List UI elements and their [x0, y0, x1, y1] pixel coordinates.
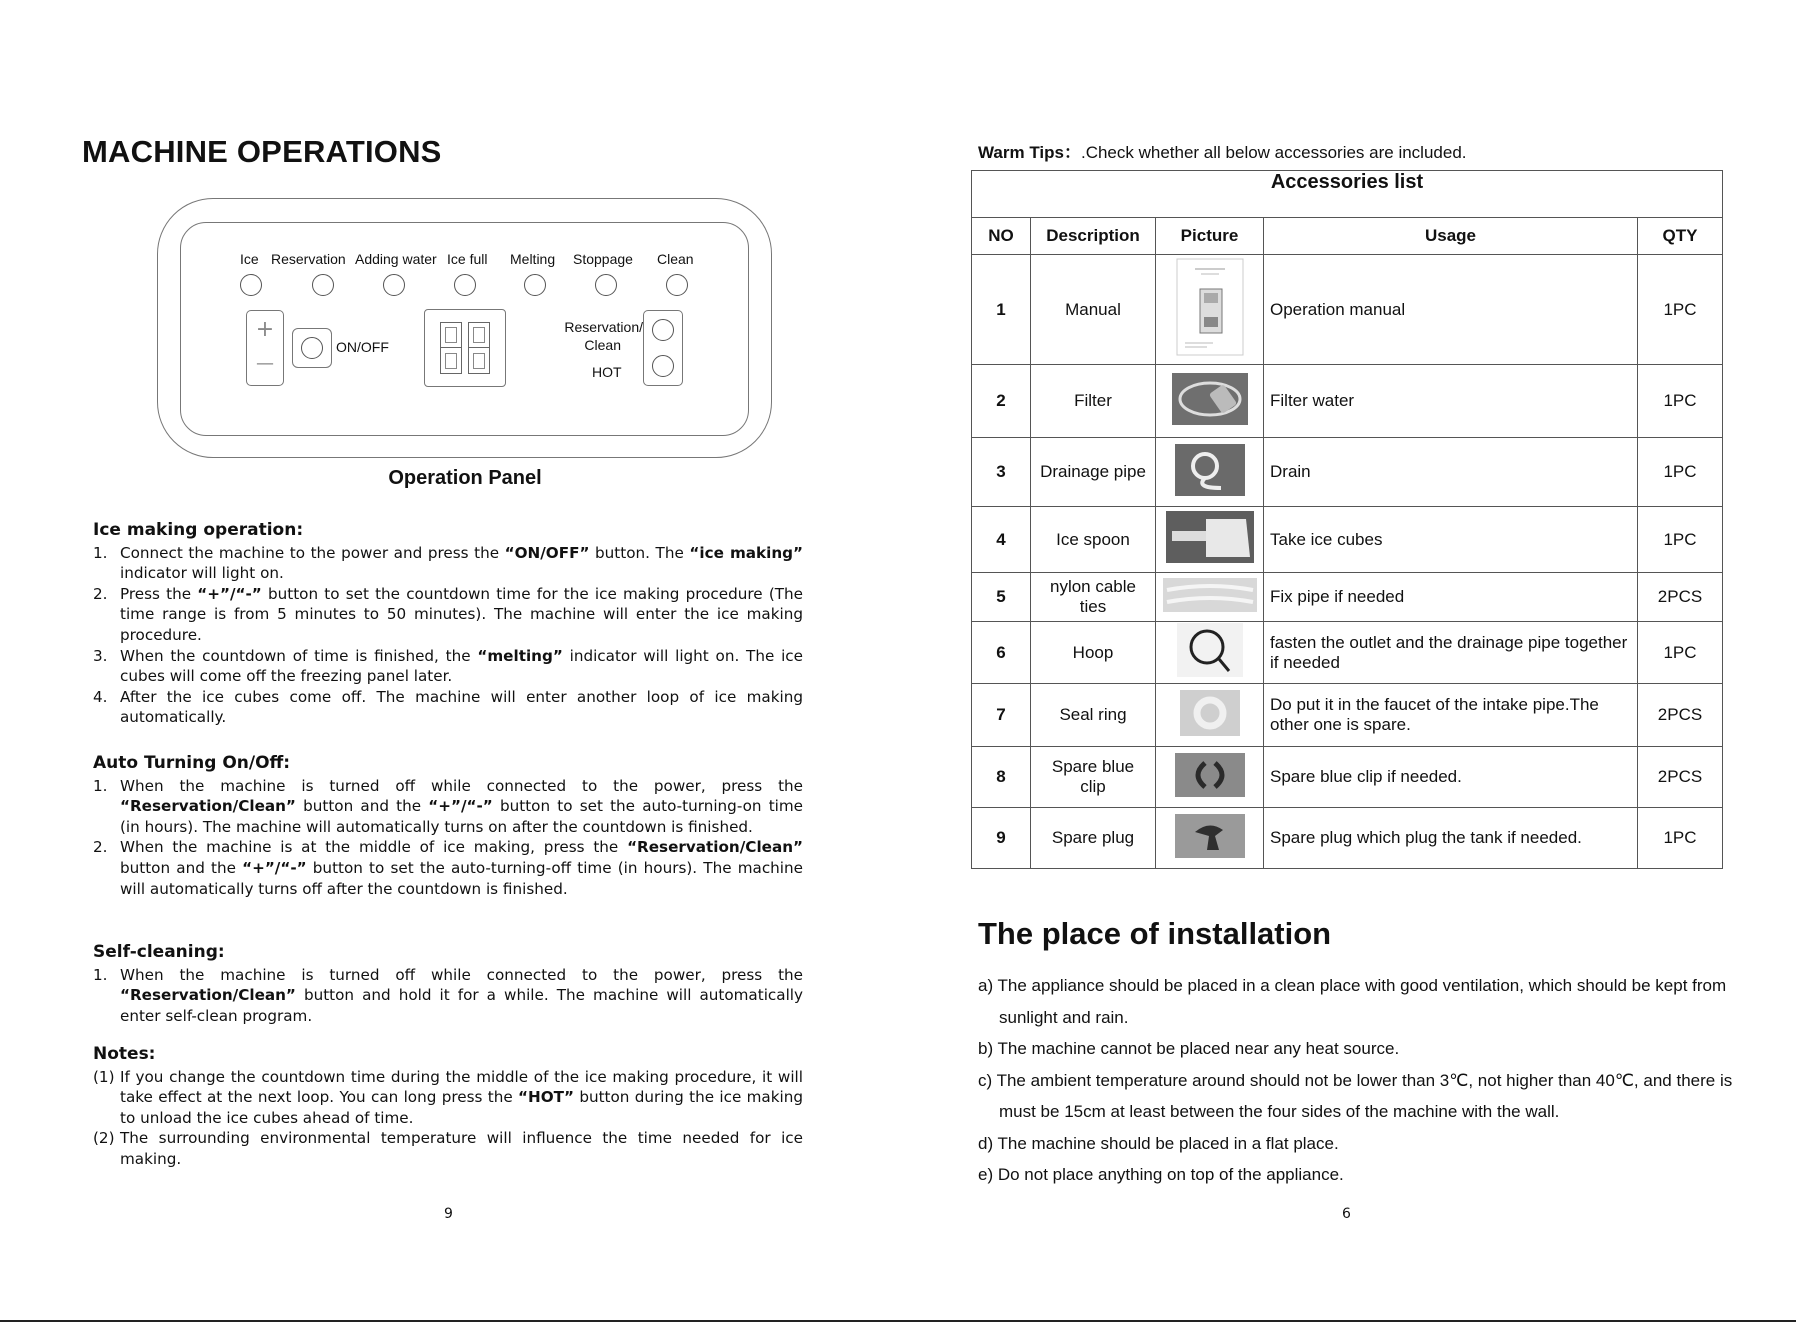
indicator-label-reservation: Reservation — [271, 251, 346, 267]
cell-usage: Spare plug which plug the tank if needed. — [1264, 808, 1638, 869]
indicator-label-stoppage: Stoppage — [573, 251, 633, 267]
hot-button-circle — [652, 355, 674, 377]
drainage-pipe-picture-icon — [1175, 444, 1245, 496]
list-item: 1. When the machine is turned off while connected to the power, press the “Reservation/Clean” button and the “+”/“-” button to set the auto-turning-on time (in hours). The machine will automatically turns on after the countdown is finished. — [93, 776, 804, 836]
list-item: 3. When the countdown of time is finished, the “melting” indicator will light on. The ice cubes will come off the freezing panel later. — [93, 646, 803, 686]
indicator-light-stoppage — [595, 274, 617, 296]
cell-usage: Fix pipe if needed — [1264, 573, 1638, 622]
reservation-clean-label: Reservation/ Clean — [564, 319, 643, 353]
right-page — [898, 0, 1796, 1324]
cell-picture — [1156, 255, 1264, 365]
panel-caption: Operation Panel — [388, 467, 542, 489]
digit-segment-right — [468, 322, 490, 374]
column-header: Picture — [1156, 218, 1264, 255]
installation-list — [978, 970, 1738, 1191]
table-row — [972, 365, 1723, 438]
table-row — [972, 747, 1723, 808]
indicator-label-adding-water: Adding water — [355, 251, 437, 267]
cell-qty: 1PC — [1638, 255, 1723, 365]
cell-usage: Operation manual — [1264, 255, 1638, 365]
self-cleaning-section — [93, 942, 803, 1026]
indicator-light-reservation — [312, 274, 334, 296]
list-item: 1. When the machine is turned off while connected to the power, press the “Reservation/Clean” button and hold it for a while. The machine will automatically enter self-clean program. — [93, 965, 803, 1025]
filter-picture-icon — [1172, 373, 1248, 425]
cable-ties-picture-icon — [1163, 578, 1257, 612]
cell-usage: Take ice cubes — [1264, 507, 1638, 573]
spare-plug-picture-icon — [1175, 814, 1245, 858]
list-item: 1. Connect the machine to the power and press the “ON/OFF” button. The “ice making” indicator will light on. — [93, 543, 803, 583]
plus-minus-button-group — [246, 310, 284, 386]
blue-clip-picture-icon — [1175, 753, 1245, 797]
section-heading: Notes: — [93, 1044, 156, 1064]
list-item: (2) The surrounding environmental temperature will influence the time needed for ice making. — [93, 1129, 803, 1168]
list-item: a) The appliance should be placed in a clean place with good ventilation, which should be kept from sunlight and rain. — [978, 976, 1727, 1027]
cell-description: Manual — [1031, 255, 1156, 365]
minus-icon: — — [256, 353, 274, 374]
cell-no: 8 — [972, 747, 1031, 808]
list-item: (1) If you change the countdown time during the middle of the ice making procedure, it will take effect at the next loop. You can long press the “HOT” button during the ice making to unload the ice cubes ahead of time. — [93, 1067, 804, 1127]
cell-description: Spare blue clip — [1031, 747, 1156, 808]
warm-tips — [978, 138, 1467, 163]
indicator-label-clean: Clean — [657, 251, 694, 267]
seal-ring-picture-icon — [1180, 690, 1240, 736]
table-row — [972, 622, 1723, 684]
ice-spoon-picture-icon — [1166, 511, 1254, 563]
hot-label: HOT — [592, 364, 622, 380]
cell-description: Drainage pipe — [1031, 438, 1156, 507]
list-item: e) Do not place anything on top of the appliance. — [978, 1165, 1344, 1184]
warm-tips-text: .Check whether all below accessories are included. — [1080, 143, 1467, 162]
cell-qty: 2PCS — [1638, 684, 1723, 747]
table-row — [972, 808, 1723, 869]
cell-picture — [1156, 808, 1264, 869]
hoop-picture-icon — [1177, 623, 1243, 677]
installation-title: The place of installation — [978, 916, 1332, 951]
indicator-light-adding-water — [383, 274, 405, 296]
indicator-label-ice-full: Ice full — [447, 251, 488, 267]
page-number: 9 — [444, 1206, 453, 1222]
cell-no: 3 — [972, 438, 1031, 507]
section-heading: Ice making operation: — [93, 520, 304, 540]
cell-no: 5 — [972, 573, 1031, 622]
list-item: c) The ambient temperature around should not be lower than 3℃, not higher than 40℃, and there is must be 15cm at least between the four sides of the machine with the wall. — [978, 1070, 1733, 1121]
cell-description: Spare plug — [1031, 808, 1156, 869]
page-number: 6 — [1342, 1206, 1351, 1222]
cell-qty: 1PC — [1638, 365, 1723, 438]
column-header: Usage — [1264, 218, 1638, 255]
list-item: 2. Press the “+”/“-” button to set the countdown time for the ice making procedure (The time range is from 5 minutes to 50 minutes). The machine will enter the ice making procedure. — [93, 584, 803, 644]
cell-qty: 1PC — [1638, 438, 1723, 507]
indicator-light-clean — [666, 274, 688, 296]
indicator-light-melting — [524, 274, 546, 296]
reservation-clean-button-circle — [652, 319, 674, 341]
cell-qty: 1PC — [1638, 507, 1723, 573]
indicator-label-ice: Ice — [240, 251, 259, 267]
cell-picture — [1156, 573, 1264, 622]
cell-qty: 2PCS — [1638, 747, 1723, 808]
list-item: 4. After the ice cubes come off. The machine will enter another loop of ice making automatically. — [93, 687, 803, 727]
digit-segment-left — [440, 322, 462, 374]
manual-picture-icon — [1175, 257, 1245, 357]
cell-description: Ice spoon — [1031, 507, 1156, 573]
table-row — [972, 255, 1723, 365]
bottom-rule — [0, 1320, 1796, 1322]
onoff-button-circle — [301, 337, 323, 359]
cell-no: 2 — [972, 365, 1031, 438]
cell-description: Filter — [1031, 365, 1156, 438]
table-row — [972, 438, 1723, 507]
table-header-row — [972, 218, 1723, 255]
cell-no: 7 — [972, 684, 1031, 747]
cell-picture — [1156, 622, 1264, 684]
column-header: NO — [972, 218, 1031, 255]
cell-usage: Drain — [1264, 438, 1638, 507]
cell-description: nylon cable ties — [1031, 573, 1156, 622]
cell-qty: 1PC — [1638, 808, 1723, 869]
cell-picture — [1156, 747, 1264, 808]
cell-picture — [1156, 438, 1264, 507]
table-row — [972, 573, 1723, 622]
onoff-label: ON/OFF — [336, 339, 389, 355]
plus-icon: + — [255, 317, 275, 342]
reservation-hot-button-group — [643, 310, 683, 386]
cell-no: 9 — [972, 808, 1031, 869]
cell-usage: Do put it in the faucet of the intake pipe.The other one is spare. — [1264, 684, 1638, 747]
indicator-light-ice — [240, 274, 262, 296]
section-heading: Auto Turning On/Off: — [93, 753, 291, 773]
indicator-light-ice-full — [454, 274, 476, 296]
table-title: Accessories list — [972, 171, 1723, 218]
cell-qty: 2PCS — [1638, 573, 1723, 622]
auto-turning-section — [93, 753, 803, 899]
cell-picture — [1156, 365, 1264, 438]
list-item: d) The machine should be placed in a flat place. — [978, 1133, 1339, 1153]
cell-qty: 1PC — [1638, 622, 1723, 684]
accessories-table — [971, 170, 1723, 869]
cell-usage: fasten the outlet and the drainage pipe together if needed — [1264, 622, 1638, 684]
cell-usage: Spare blue clip if needed. — [1264, 747, 1638, 808]
table-row — [972, 684, 1723, 747]
ice-making-section — [93, 520, 803, 728]
cell-usage: Filter water — [1264, 365, 1638, 438]
notes-section — [93, 1044, 803, 1170]
list-item: 2. When the machine is at the middle of ice making, press the “Reservation/Clean” button and the “+”/“-” button to set the auto-turning-off time (in hours). The machine will automatically turns off after the countdown is finished. — [93, 838, 803, 898]
section-heading: Self-cleaning: — [93, 942, 225, 962]
cell-picture — [1156, 507, 1264, 573]
digit-display — [424, 309, 506, 387]
column-header: QTY — [1638, 218, 1723, 255]
onoff-button-graphic — [292, 328, 332, 368]
cell-description: Hoop — [1031, 622, 1156, 684]
cell-picture — [1156, 684, 1264, 747]
table-row — [972, 507, 1723, 573]
list-item: b) The machine cannot be placed near any heat source. — [978, 1039, 1400, 1058]
warm-tips-label: Warm Tips： — [978, 143, 1081, 162]
indicator-label-melting: Melting — [510, 251, 556, 267]
cell-no: 6 — [972, 622, 1031, 684]
page-title: MACHINE OPERATIONS — [82, 134, 442, 169]
cell-description: Seal ring — [1031, 684, 1156, 747]
cell-no: 1 — [972, 255, 1031, 365]
column-header: Description — [1031, 218, 1156, 255]
cell-no: 4 — [972, 507, 1031, 573]
